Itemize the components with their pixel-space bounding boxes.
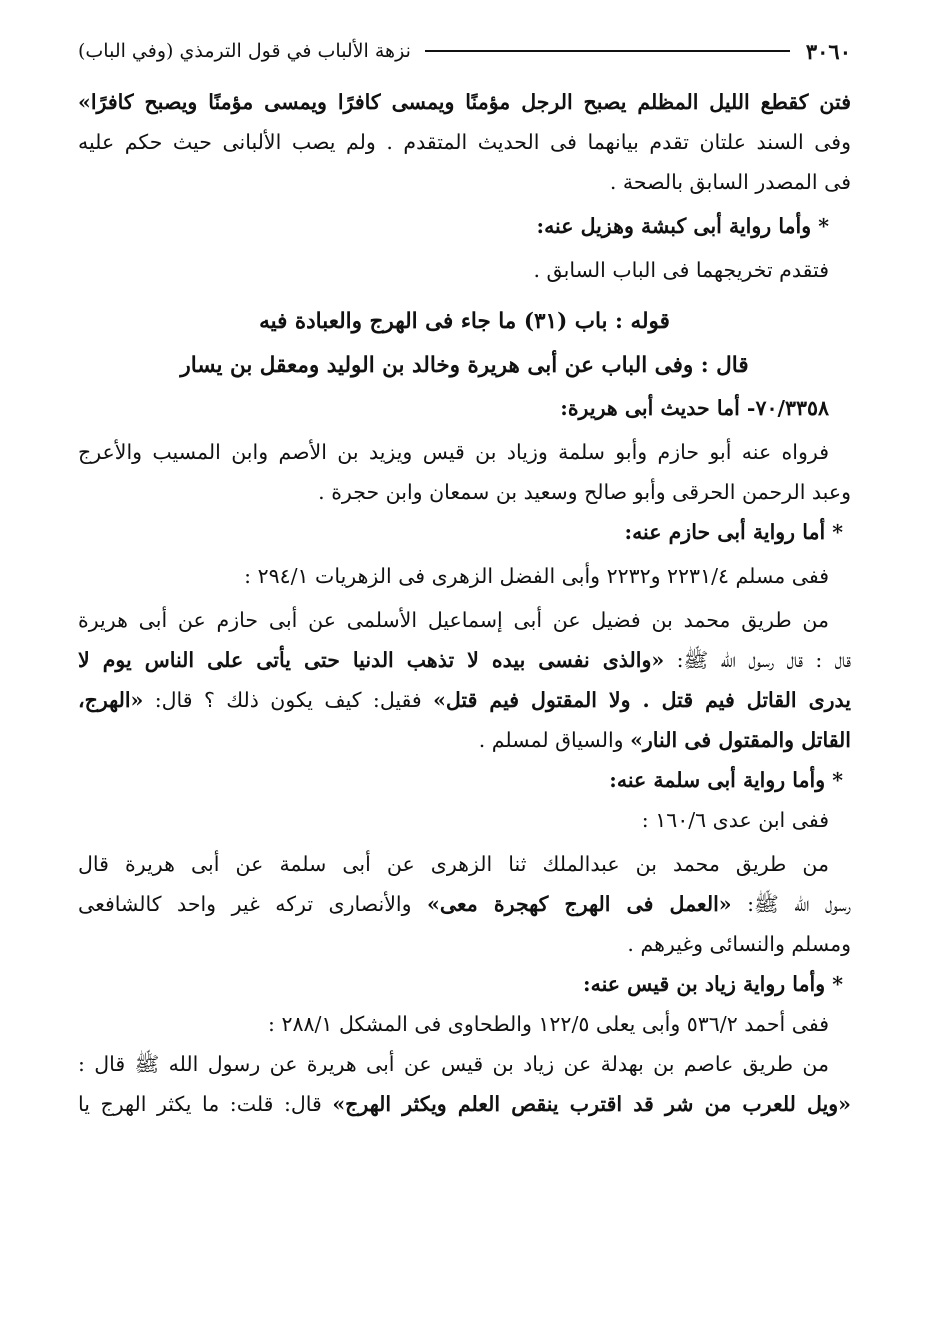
chapter-qal-line: قال : وفى الباب عن أبى هريرة وخالد بن الوليد ومعقل بن يسار [180,353,749,378]
text-line: من طريق عاصم بن بهدلة عن زياد بن قيس عن أبى هريرة عن رسول الله ﷺ قال : [78,1052,829,1076]
text-line: وعبد الرحمن الحرقى وأبو صالح وسعيد بن سمعان وابن حجرة . [318,480,851,504]
section-subheading: * وأما رواية أبى كبشة وهزيل عنه: [536,214,829,238]
text-line: ومسلم والنسائى وغيرهم . [627,932,851,956]
chapter-title: قوله : باب (٣١) ما جاء فى الهرج والعبادة فيه [259,309,670,334]
text-line [78,884,851,924]
text-span: قال: قلت: ما يكثر الهرج يا [78,1092,333,1116]
text-span: رسول الله ﷺ: [731,892,851,916]
text-span: والسياق لمسلم . [478,728,631,752]
text-line: ففى أحمد ٥٣٦/٢ وأبى يعلى ١٢٢/٥ والطحاوى فى المشكل ٢٨٨/١ : [268,1012,829,1036]
text-line [78,720,851,760]
running-title: نزهة الألباب في قول الترمذي (وفي الباب) [78,40,411,62]
quote-span: يدرى القاتل فيم قتل . ولا المقتول فيم قتل» [433,688,851,712]
quote-span: «الهرج، [78,688,144,712]
text-line: فرواه عنه أبو حازم وأبو سلمة وزياد بن قيس ويزيد بن الأصم وابن المسيب والأعرج [78,440,829,464]
section-subheading: * أما رواية أبى حازم عنه: [624,520,843,544]
header-rule [425,50,790,52]
text-line: فتقدم تخريجهما فى الباب السابق . [533,258,829,282]
text-line: فتن كقطع الليل المظلم يصبح الرجل مؤمنًا ويمسى كافرًا ويمسى مؤمنًا ويصبح كافرًا» [78,90,851,114]
text-line: ففى ابن عدى ١٦٠/٦ : [641,808,829,832]
page-number: ٣٠٦٠ [805,38,851,64]
quote-span: «ويل للعرب من شر قد اقترب ينقص العلم ويكثر الهرج» [332,1092,851,1116]
quote-span: «والذى نفسى بيده لا تذهب الدنيا حتى يأتى على الناس يوم لا [78,648,665,672]
text-line [78,680,851,720]
text-span: قال : قال رسول الله ﷺ: [664,648,851,672]
quote-span: القاتل والمقتول فى النار» [630,728,851,752]
text-line: وفى السند علتان تقدم بيانهما فى الحديث المتقدم . ولم يصب الألبانى حيث حكم عليه [78,130,851,154]
text-line: ففى مسلم ٢٢٣١/٤ و٢٢٣٢ وأبى الفضل الزهرى فى الزهريات ٢٩٤/١ : [244,564,829,588]
text-span: فقيل: كيف يكون ذلك ؟ قال: [143,688,434,712]
text-span: والأنصارى تركه غير واحد كالشافعى [78,892,428,916]
text-line [78,1084,851,1124]
text-line: من طريق محمد بن عبدالملك ثنا الزهرى عن أبى سلمة عن أبى هريرة قال [78,852,829,876]
text-line: فى المصدر السابق بالصحة . [609,170,851,194]
text-line [78,640,851,680]
section-subheading: * وأما رواية أبى سلمة عنه: [609,768,843,792]
quote-span: «العمل فى الهرج كهجرة معى» [427,892,732,916]
text-line: من طريق محمد بن فضيل عن أبى إسماعيل الأسلمى عن أبى حازم عن أبى هريرة [78,608,830,632]
page-header [78,36,851,66]
hadith-heading: ٧٠/٣٣٥٨- أما حديث أبى هريرة: [560,396,829,420]
section-subheading: * وأما رواية زياد بن قيس عنه: [583,972,843,996]
